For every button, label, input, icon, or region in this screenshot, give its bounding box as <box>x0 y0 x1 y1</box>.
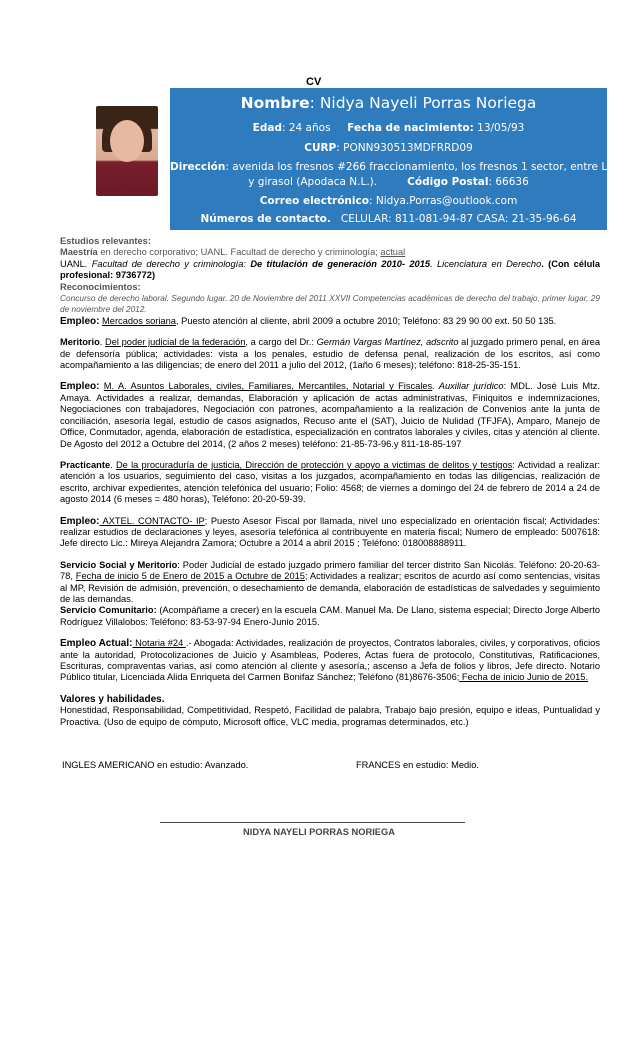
header-banner <box>170 88 625 230</box>
master-status: actual <box>380 247 406 258</box>
practicante-label: Practicante <box>60 459 111 470</box>
postal-code-value: 66636 <box>495 176 529 188</box>
social-service-label: Servicio Social y Meritorio <box>60 559 178 570</box>
job-axtel-label: Empleo: <box>60 515 100 527</box>
address-label: Dirección <box>170 161 226 173</box>
meritorio-block: Meritorio. Del poder judicial de la federación, a cargo del Dr.: Germán Vargas Martínez, adscrito al juzgado primero penal, en área de defensoría pública; actividades: vista a los penales, estudio de defensa penal, realización de los escritos, así como acompañamiento a las diligencias; de enero del 2011 a julio del 2012, (1año 6 meses); teléfono: 818-25-35-151. <box>60 337 601 371</box>
community-service-block <box>60 605 600 628</box>
age-label: Edad <box>252 122 282 134</box>
phone-value: CELULAR: 811-081-94-87 CASA: 21-35-96-64 <box>340 213 577 225</box>
current-job-text: .- Abogada: Actividades, realización de proyectos, Contratos laborales, civiles, y corporativos, oficios ante la autoridad, Protocolizaciones de Juicio y Asambleas, Poderes, Actas fuera de protocolo, Constitutivas, Ratificaciones, Escrituras, compraventas varias, así como atención al cliente y asesoría,; ascenso a Jefa de folios y libros, Jefe directo. Notario Público titular, Licenciada Alida Enriqueta del Carmen Bonifaz Sánchez; Teléfono (81)8676-3506; <box>60 638 600 683</box>
job-asuntos <box>60 381 600 449</box>
job-axtel-place: AXTEL. CONTACTO- IP <box>99 515 205 526</box>
age-value: 24 años <box>288 122 331 134</box>
awards-text: Concurso de derecho laboral. Segundo lugar. 20 de Noviembre del 2011 XXVII Competencias académicas de derecho del trabajo, primer lugar, 29 de noviembre del 2012. <box>60 293 600 315</box>
address-row-1: Dirección: avenida los fresnos #266 fraccionamiento, los fresnos 1 sector, entre Lilas <box>170 161 625 173</box>
job-soriana-place: Mercados soriana <box>102 315 176 326</box>
values-block <box>60 694 600 728</box>
awards-heading: Reconocimientos: <box>60 281 141 292</box>
curp-label: CURP <box>304 142 337 154</box>
job-asuntos-role: . Auxiliar jurídico <box>432 381 504 392</box>
values-text-a: Honestidad, Responsabilidad, Competitividad, Respetó, Facilidad de palabra, Trabajo bajo presión, equipo e ideas, Puntualidad y Proactiva. (Uso de equipo de cómputo, Microsoft office, VLC media, programas determinados, etc. <box>60 705 600 727</box>
values-text-b: ) <box>465 716 469 727</box>
job-soriana-text: , Puesto atención al cliente, abril 2009 a octubre 2010; Teléfono: 83 29 90 00 ext. 50 50 135. <box>175 315 557 326</box>
social-service-text-b: ; Actividades a realizar; escritos de acurdo así como sentencias, visitas al MP, Revisión de admisión, prevención, o desechamiento de demanda, elaboración de estadísticas de salvedades y seguimiento de las demandas. <box>60 571 600 604</box>
curp-value: PONN930513MDFRRD09 <box>343 142 473 154</box>
job-axtel <box>60 516 600 550</box>
master-label: Maestría <box>60 247 98 258</box>
degree-text: . Licenciatura en Derecho <box>430 258 542 269</box>
community-service-text: (Acompáñame a crecer) en la escuela CAM. Manuel Ma. De Llano, sistema especial; Directo Jorge Alberto Rodríguez Villalobos: Teléfono: 83-53-97-94 Enero-Junio 2015. <box>60 605 600 627</box>
french-level: FRANCES en estudio: Medio. <box>356 760 479 770</box>
awards-block <box>60 282 600 316</box>
english-level: INGLES AMERICANO en estudio: Avanzado. <box>62 760 249 770</box>
address-value-2: y girasol (Apodaca N.L.). <box>248 176 378 188</box>
studies-block <box>60 236 600 282</box>
master-text: en derecho corporativo; UANL. Facultad de derecho y criminología; <box>97 247 381 258</box>
email-row: Correo electrónico: Nidya.Porras@outlook.com <box>259 195 518 207</box>
cv-body <box>60 236 600 728</box>
graduation-text: De titulación de generación 2010- 2015 <box>250 258 431 269</box>
job-axtel-text: ; Puesto Asesor Fiscal por llamada, nivel uno especializado en orientación fiscal; Actividades: realizar estudios de declaraciones y leyes, asesoría telefónica al contribuyente en materia fiscal; Numero de empleado: 5007618: Jefe directo Lic.: Mireya Alejandra Zamora; Octubre a 2014 a abril 2015 ; Teléfono: 018008888911. <box>60 515 600 549</box>
phone-label: Números de contacto. <box>200 213 331 225</box>
practicante-text: : Actividad a realizar: atención a los usuarios, seguimiento del caso, visitas a los juzgados, acompañamiento en todas las diligencias, realización de escrito, archivar expedientes, atención telefónica del usuario; Folio: 4568; de viernes a domingo del 24 de febrero de 2014 a 24 de agosto 2014 (6 meses = 480 horas), Teléfono: 20-20-59-39. <box>60 459 601 505</box>
current-job-block <box>60 638 600 684</box>
job-soriana <box>60 316 600 327</box>
name-label: Nombre <box>240 94 310 112</box>
signature-line <box>160 822 465 823</box>
faculty-text: Facultad de derecho y criminología: <box>91 258 251 269</box>
job-soriana-label: Empleo: <box>60 315 100 327</box>
current-job-label: Empleo Actual: <box>60 638 133 650</box>
curp-row: CURP: PONN930513MDFRRD09 <box>304 142 473 154</box>
social-service-text-a: : Poder Judicial de estado juzgado primero familiar del tercer distrito San Nicolás. Teléfono: 20-20-63-78, <box>60 559 600 582</box>
practicante-block: Practicante. De la procuraduría de justicia, Dirección de protección y apoyo a victimas de delitos y testigos: Actividad a realizar: atención a los usuarios, seguimiento del caso, visitas a los juzgados, acompañamiento en todas las diligencias, realización de escrito, archivar expedientes, atención telefónica del usuario; Folio: 4568; de viernes a domingo del 24 de febrero de 2014 a 24 de agosto 2014 (6 meses = 480 horas), Teléfono: 20-20-59-39. <box>60 459 601 505</box>
email-value[interactable]: Nidya.Porras@outlook.com <box>375 195 518 207</box>
community-service-label: Servicio Comunitario: <box>60 605 157 616</box>
name-value: Nidya Nayeli Porras Noriega <box>319 94 537 112</box>
values-heading: Valores y habilidades. <box>60 693 165 705</box>
job-asuntos-place: M. A. Asuntos Laborales, civiles, Familiares, Mercantiles, Notarial y Fiscales <box>103 381 433 392</box>
current-job-place: Notaria #24 <box>132 638 186 649</box>
practicante-place: De la procuraduría de justicia, Dirección de protección y apoyo a victimas de delitos y testigos <box>115 459 513 470</box>
profile-photo <box>96 106 158 196</box>
birthdate-value: 13/05/93 <box>477 122 525 134</box>
photo-face <box>110 120 144 162</box>
address-value-1: avenida los fresnos #266 fraccionamiento, los fresnos 1 sector, entre Lilas <box>232 161 625 173</box>
studies-heading: Estudios relevantes: <box>60 236 151 246</box>
meritorio-place: Del poder judicial de la federación <box>105 337 246 348</box>
social-service-date: Fecha de inicio 5 de Enero de 2015 a Octubre de 2015 <box>75 571 305 582</box>
age-row: Edad: 24 años Fecha de nacimiento: 13/05/93 <box>252 122 525 134</box>
meritorio-text-a: , a cargo del Dr.: <box>245 337 317 348</box>
address-row-2: y girasol (Apodaca N.L.). Código Postal: 66636 <box>248 176 529 188</box>
meritorio-text-b: al juzgado primero penal, en área de defensoría pública; actividades: vista a los penales, estudio de defensa penal, realización de los escritos, así como acompañamiento a las diligencias; de enero del 2011 a julio del 2012, (1año 6 meses); teléfono: 818-25-35-151. <box>60 337 601 371</box>
meritorio-label: Meritorio <box>60 337 100 348</box>
job-asuntos-text: : MDL. José Luis Mtz. Amaya. Actividades a realizar, demandas, Elaboración y aplicación de actas administrativas, Finiquitos e indemnizaciones, Negociaciones con trabajadores, Negociación con patrones, acompañamiento a la realización de Convenios ante la junta de conciliación, asesoría legal, estudio de casos asignados, Recuso ante el (SAT), Juicio de Nulidad (TFJFA), Amparo, Manejo de Office, Conmutador, agenda, elaboración de estadística, especialización en contratos laborales y civiles, citas y atención al cliente. De Agosto del 2012 a Octubre del 2014, (2 años 2 meses) teléfono: 21-85-73-96.y 811-18-85-197 <box>60 381 600 449</box>
current-job-date: Fecha de inicio Junio de 2015. <box>459 672 589 683</box>
meritorio-person: Germán Vargas Martínez, adscrito <box>316 337 459 348</box>
name-row: Nombre: Nidya Nayeli Porras Noriega <box>240 94 537 112</box>
email-label: Correo electrónico <box>259 195 369 207</box>
job-asuntos-label: Empleo: <box>60 381 100 393</box>
birthdate-label: Fecha de nacimiento: <box>347 122 474 134</box>
uanl-text: UANL. <box>60 258 92 269</box>
signature-name: NIDYA NAYELI PORRAS NORIEGA <box>243 827 395 837</box>
social-service-block <box>60 560 600 606</box>
postal-code-label: Código Postal <box>407 176 489 188</box>
cv-title: CV <box>306 76 322 88</box>
license-text: . (Con célula profesional: 9736772) <box>60 258 601 281</box>
phone-row <box>170 213 607 225</box>
